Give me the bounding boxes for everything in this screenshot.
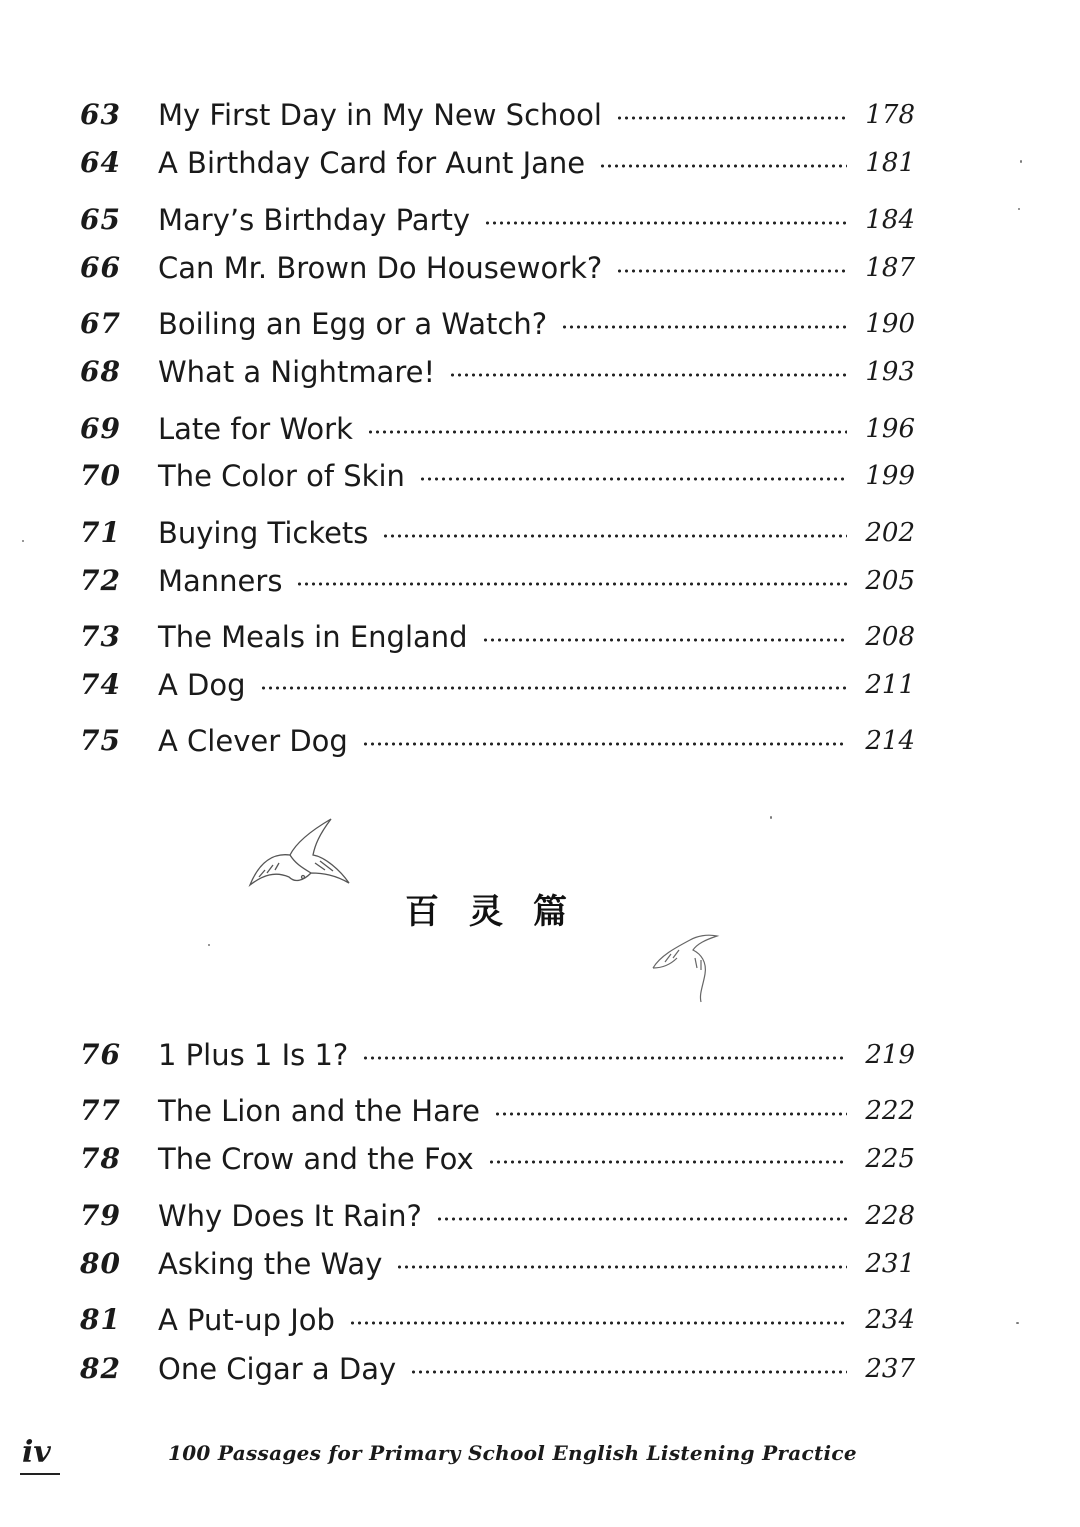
lesson-number: 82	[80, 1352, 121, 1385]
lesson-number: 77	[80, 1094, 121, 1127]
lesson-number: 70	[80, 459, 121, 492]
lesson-title: 1 Plus 1 Is 1?	[158, 1038, 349, 1072]
scan-speck	[208, 944, 210, 946]
page-number-underline	[20, 1473, 60, 1475]
bird-left-icon	[245, 815, 355, 895]
lesson-title: A Clever Dog	[158, 724, 348, 758]
lesson-title: The Meals in England	[158, 620, 468, 654]
toc-entry	[80, 1242, 915, 1286]
lesson-title: Mary’s Birthday Party	[158, 203, 471, 237]
dot-leader	[449, 370, 847, 380]
lesson-number: 75	[80, 724, 121, 757]
scan-speck	[770, 816, 772, 819]
lesson-title: The Lion and the Hare	[158, 1094, 481, 1128]
dot-leader	[482, 635, 847, 645]
page-number: 181	[865, 148, 915, 178]
page-number: 187	[865, 253, 915, 283]
toc-entry	[80, 1033, 915, 1077]
lesson-number: 78	[80, 1142, 121, 1175]
dot-leader	[296, 579, 847, 589]
page-number: 205	[865, 566, 915, 596]
dot-leader	[599, 161, 847, 171]
lesson-number: 73	[80, 620, 121, 653]
lesson-title: One Cigar a Day	[158, 1352, 397, 1386]
dot-leader	[616, 266, 847, 276]
toc-entry	[80, 302, 915, 346]
toc-entry	[80, 93, 915, 137]
lesson-number: 69	[80, 412, 121, 445]
lesson-title: My First Day in My New School	[158, 98, 602, 132]
page-number: 184	[865, 205, 915, 235]
page-number: 219	[865, 1040, 915, 1070]
toc-entry	[80, 141, 915, 185]
toc-entry	[80, 1298, 915, 1342]
lesson-number: 64	[80, 146, 121, 179]
lesson-number: 68	[80, 355, 121, 388]
toc-entry	[80, 407, 915, 451]
lesson-title: Boiling an Egg or a Watch?	[158, 307, 548, 341]
dot-leader	[367, 427, 847, 437]
toc-entry	[80, 198, 915, 242]
lesson-number: 80	[80, 1247, 121, 1280]
dot-leader	[488, 1157, 847, 1167]
toc-entry	[80, 663, 915, 707]
toc-entry	[80, 615, 915, 659]
page-number: 199	[865, 461, 915, 491]
lesson-number: 71	[80, 516, 121, 549]
page-number: 196	[865, 414, 915, 444]
page-number: 234	[865, 1305, 915, 1335]
scan-speck	[1016, 1322, 1019, 1324]
page-number: 208	[865, 622, 915, 652]
toc-entry	[80, 246, 915, 290]
page-number: 193	[865, 357, 915, 387]
page-number: 214	[865, 726, 915, 756]
lesson-title: The Crow and the Fox	[158, 1142, 474, 1176]
toc-entry	[80, 350, 915, 394]
toc-entry	[80, 1347, 915, 1391]
page-number: 228	[865, 1201, 915, 1231]
lesson-number: 66	[80, 251, 121, 284]
page-number: 202	[865, 518, 915, 548]
dot-leader	[349, 1318, 847, 1328]
dot-leader	[410, 1367, 847, 1377]
lesson-number: 72	[80, 564, 121, 597]
page-number: 211	[865, 670, 915, 700]
dot-leader	[396, 1262, 847, 1272]
toc-entry	[80, 1089, 915, 1133]
scan-speck	[22, 540, 24, 542]
toc-entry	[80, 1194, 915, 1238]
toc-entry	[80, 559, 915, 603]
lesson-title: Why Does It Rain?	[158, 1199, 422, 1233]
scan-speck	[1020, 160, 1022, 163]
lesson-title: What a Nightmare!	[158, 355, 436, 389]
page-number: 222	[865, 1096, 915, 1126]
scan-speck	[1018, 208, 1020, 210]
page-number: 225	[865, 1144, 915, 1174]
toc-entry	[80, 511, 915, 555]
lesson-title: Buying Tickets	[158, 516, 369, 550]
dot-leader	[484, 218, 847, 228]
lesson-title: The Color of Skin	[158, 459, 405, 493]
lesson-number: 63	[80, 98, 121, 131]
lesson-title: Late for Work	[158, 412, 353, 446]
toc-entry	[80, 719, 915, 763]
dot-leader	[436, 1214, 847, 1224]
lesson-title: Can Mr. Brown Do Housework?	[158, 251, 603, 285]
lesson-number: 76	[80, 1038, 121, 1071]
lesson-number: 81	[80, 1303, 121, 1336]
dot-leader	[260, 683, 847, 693]
dot-leader	[494, 1109, 847, 1119]
lesson-title: Asking the Way	[158, 1247, 383, 1281]
lesson-number: 67	[80, 307, 121, 340]
book-title-footer: 100 Passages for Primary School English Listening Practice	[168, 1441, 857, 1465]
dot-leader	[382, 531, 847, 541]
dot-leader	[419, 474, 847, 484]
bird-right-icon	[645, 928, 725, 1008]
dot-leader	[561, 322, 847, 332]
section-heading: 百灵篇	[405, 892, 597, 932]
lesson-number: 79	[80, 1199, 121, 1232]
lesson-title: A Dog	[158, 668, 246, 702]
lesson-title: Manners	[158, 564, 283, 598]
toc-entry	[80, 1137, 915, 1181]
page-number: 190	[865, 309, 915, 339]
lesson-title: A Birthday Card for Aunt Jane	[158, 146, 586, 180]
toc-entry	[80, 454, 915, 498]
lesson-title: A Put-up Job	[158, 1303, 335, 1337]
page-number: 237	[865, 1354, 915, 1384]
dot-leader	[362, 739, 847, 749]
dot-leader	[616, 113, 847, 123]
page-number: 178	[865, 100, 915, 130]
lesson-number: 65	[80, 203, 121, 236]
page-number: 231	[865, 1249, 915, 1279]
page-number-roman: iv	[22, 1435, 51, 1470]
dot-leader	[362, 1053, 847, 1063]
lesson-number: 74	[80, 668, 121, 701]
